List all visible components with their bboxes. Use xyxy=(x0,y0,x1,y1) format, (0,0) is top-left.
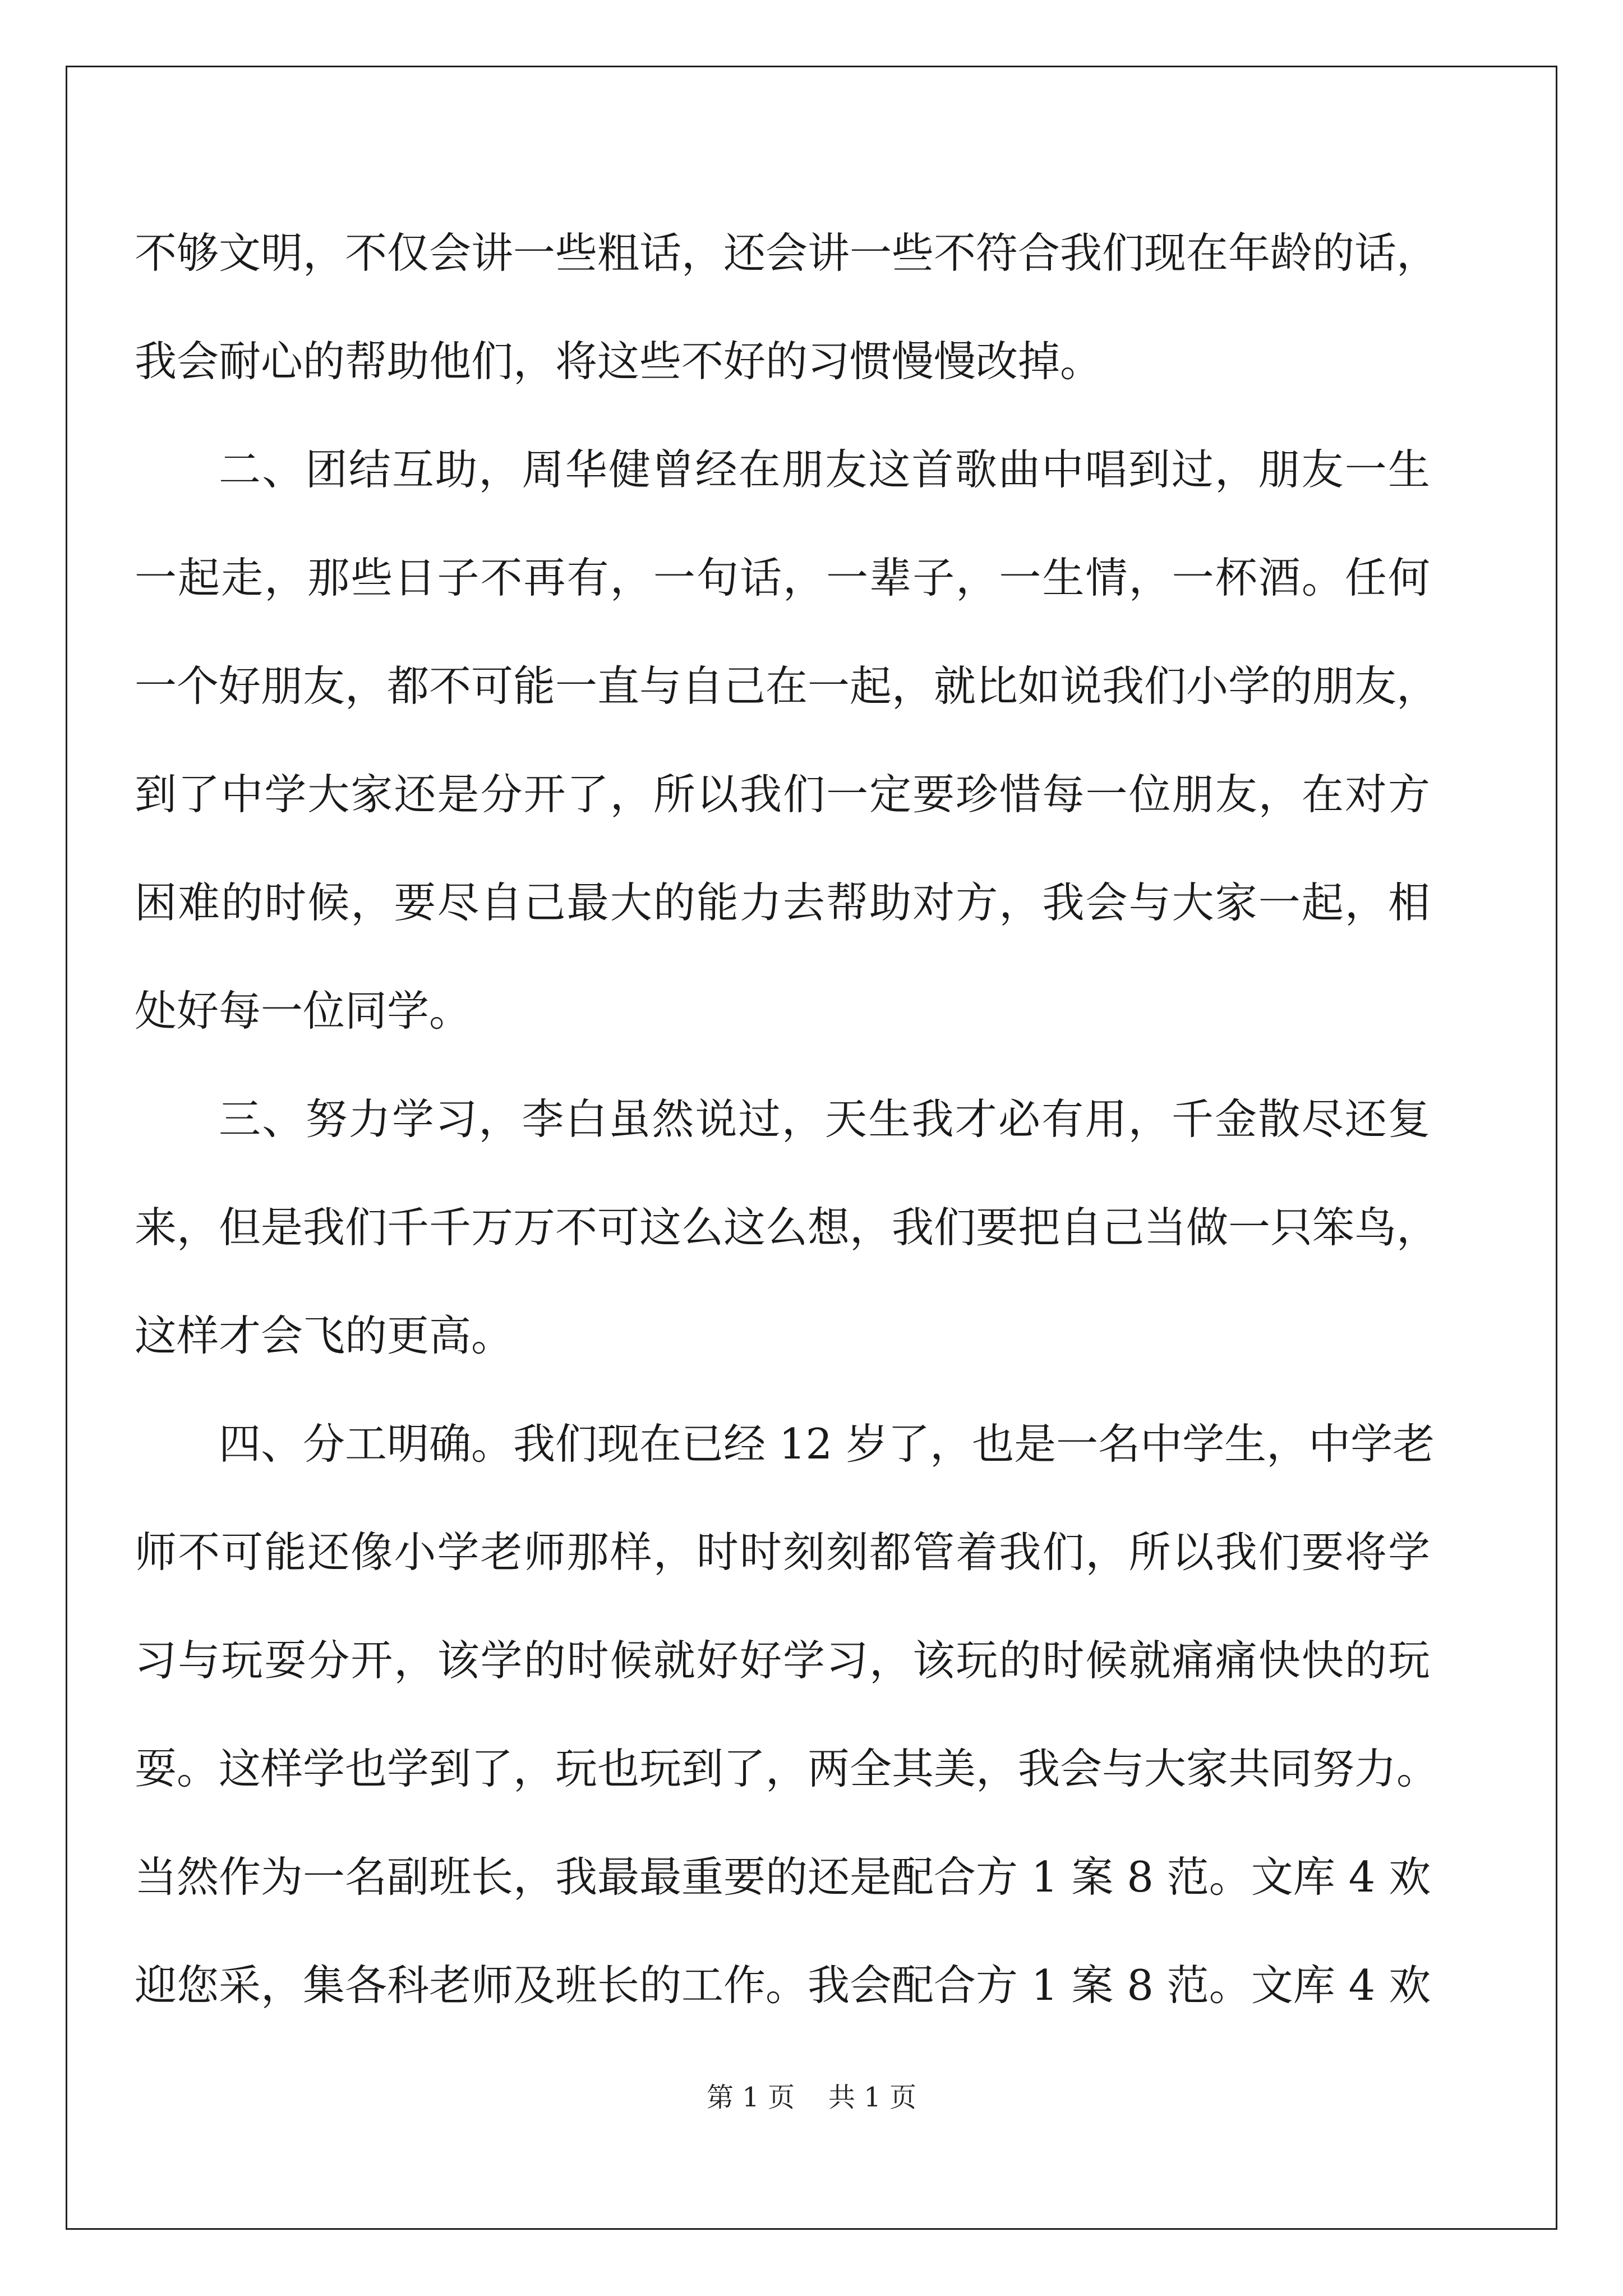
text-line: 习与玩耍分开，该学的时候就好好学习，该玩的时候就痛痛快快的玩 xyxy=(135,1636,1430,1685)
text-line: 四、分工明确。我们现在已经 12 岁了，也是一名中学生，中学老 xyxy=(219,1419,1435,1469)
page-number: 第 1 页 xyxy=(706,2082,795,2113)
document-body xyxy=(135,199,1439,2040)
text-line: 一个好朋友，都不可能一直与自己在一起，就比如说我们小学的朋友， xyxy=(135,661,1439,711)
text-line: 迎您采，集各科老师及班长的工作。我会配合方 1 案 8 范。文库 4 欢 xyxy=(135,1961,1431,2010)
text-line: 这样才会飞的更高。 xyxy=(135,1311,514,1360)
page-total: 共 1 页 xyxy=(828,2082,917,2113)
text-line: 一起走，那些日子不再有，一句话，一辈子，一生情，一杯酒。任何 xyxy=(135,553,1430,602)
text-line: 当然作为一名副班长，我最最重要的还是配合方 1 案 8 范。文库 4 欢 xyxy=(135,1852,1431,1902)
text-line: 二、团结互助，周华健曾经在朋友这首歌曲中唱到过，朋友一生 xyxy=(219,445,1430,494)
text-line: 耍。这样学也学到了，玩也玩到了，两全其美，我会与大家共同努力。 xyxy=(135,1744,1439,1793)
text-line: 困难的时候，要尽自己最大的能力去帮助对方，我会与大家一起，相 xyxy=(135,878,1430,927)
text-line: 我会耐心的帮助他们，将这些不好的习惯慢慢改掉。 xyxy=(135,337,1103,386)
text-line: 来，但是我们千千万万不可这么这么想，我们要把自己当做一只笨鸟， xyxy=(135,1203,1439,1252)
text-line: 到了中学大家还是分开了，所以我们一定要珍惜每一位朋友，在对方 xyxy=(135,770,1430,819)
text-line: 三、努力学习，李白虽然说过，天生我才必有用，千金散尽还复 xyxy=(219,1094,1430,1144)
page-footer xyxy=(0,2076,1623,2114)
text-line: 师不可能还像小学老师那样，时时刻刻都管着我们，所以我们要将学 xyxy=(135,1527,1430,1577)
text-line: 不够文明，不仅会讲一些粗话，还会讲一些不符合我们现在年龄的话， xyxy=(135,228,1439,278)
text-line: 处好每一位同学。 xyxy=(135,986,472,1036)
